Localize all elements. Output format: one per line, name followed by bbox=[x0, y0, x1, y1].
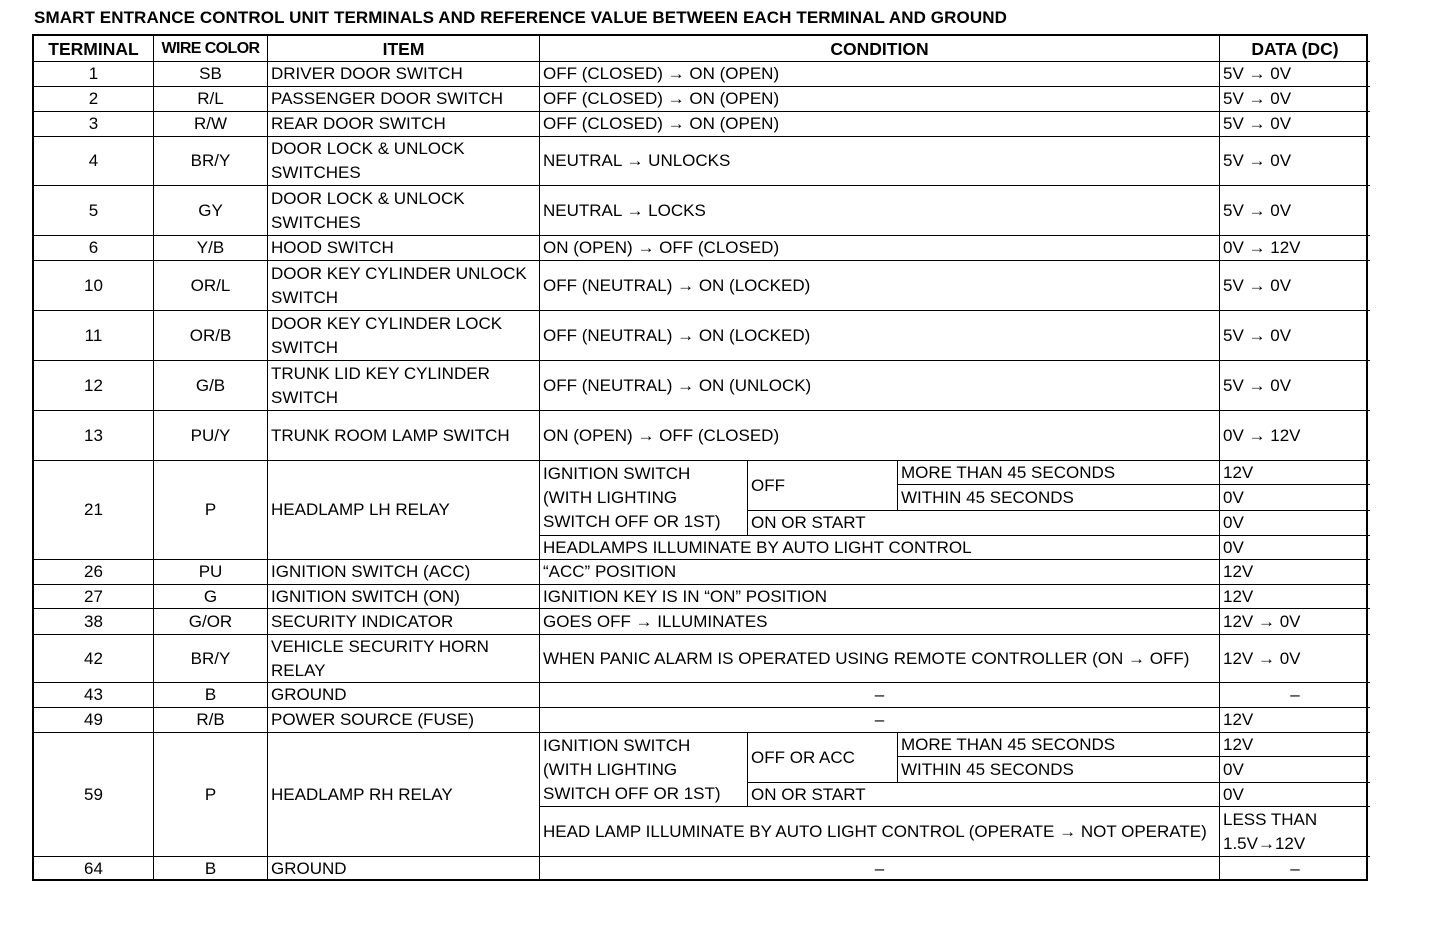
data-cell: 12V bbox=[1220, 708, 1370, 733]
item-cell: DRIVER DOOR SWITCH bbox=[268, 62, 540, 87]
item-cell: VEHICLE SECURITY HORN RELAY bbox=[268, 635, 540, 683]
wire-color-cell: OR/B bbox=[154, 311, 268, 361]
condition-cell: OFF (NEUTRAL) → ON (UNLOCK) bbox=[540, 361, 1220, 411]
data-cell: 12V bbox=[1220, 461, 1370, 485]
wire-color-cell: BR/Y bbox=[154, 635, 268, 683]
item-cell: PASSENGER DOOR SWITCH bbox=[268, 87, 540, 112]
wire-color-cell: R/B bbox=[154, 708, 268, 733]
item-cell: TRUNK LID KEY CYLINDER SWITCH bbox=[268, 361, 540, 411]
condition-cell: HEAD LAMP ILLUMINATE BY AUTO LIGHT CONTROL (OPERATE → NOT OPERATE) bbox=[540, 807, 1220, 857]
wire-color-cell: Y/B bbox=[154, 236, 268, 261]
wire-color-cell: G/OR bbox=[154, 609, 268, 635]
data-cell: 12V bbox=[1220, 585, 1370, 609]
condition-cell: IGNITION KEY IS IN “ON” POSITION bbox=[540, 585, 1220, 609]
terminal-cell: 21 bbox=[34, 461, 154, 560]
duration-cell: WITHIN 45 SECONDS bbox=[898, 757, 1220, 783]
terminal-cell: 27 bbox=[34, 585, 154, 609]
terminal-cell: 5 bbox=[34, 186, 154, 236]
condition-cell: – bbox=[540, 857, 1220, 881]
wire-color-cell: G/B bbox=[154, 361, 268, 411]
data-cell: 0V bbox=[1220, 511, 1370, 536]
condition-cell: WHEN PANIC ALARM IS OPERATED USING REMOTE CONTROLLER (ON → OFF) bbox=[540, 635, 1220, 683]
condition-cell: OFF (NEUTRAL) → ON (LOCKED) bbox=[540, 261, 1220, 311]
item-cell: IGNITION SWITCH (ON) bbox=[268, 585, 540, 609]
item-cell: IGNITION SWITCH (ACC) bbox=[268, 560, 540, 585]
data-cell: 0V bbox=[1220, 485, 1370, 511]
wire-color-cell: GY bbox=[154, 186, 268, 236]
item-cell: HEADLAMP LH RELAY bbox=[268, 461, 540, 560]
wire-color-cell: BR/Y bbox=[154, 137, 268, 186]
duration-cell: WITHIN 45 SECONDS bbox=[898, 485, 1220, 511]
item-cell: DOOR KEY CYLINDER UNLOCK SWITCH bbox=[268, 261, 540, 311]
condition-cell: HEADLAMPS ILLUMINATE BY AUTO LIGHT CONTROL bbox=[540, 536, 1220, 560]
data-cell: 12V → 0V bbox=[1220, 609, 1370, 635]
item-cell: DOOR LOCK & UNLOCK SWITCHES bbox=[268, 137, 540, 186]
terminal-cell: 3 bbox=[34, 112, 154, 137]
terminal-cell: 43 bbox=[34, 683, 154, 708]
switch-state-cell: OFF bbox=[748, 461, 898, 511]
terminal-cell: 2 bbox=[34, 87, 154, 112]
terminal-cell: 38 bbox=[34, 609, 154, 635]
header-terminal: TERMINAL bbox=[34, 36, 154, 62]
wire-color-cell: R/L bbox=[154, 87, 268, 112]
data-cell: 0V → 12V bbox=[1220, 236, 1370, 261]
data-cell: 5V → 0V bbox=[1220, 186, 1370, 236]
data-cell: 5V → 0V bbox=[1220, 87, 1370, 112]
header-data: DATA (DC) bbox=[1220, 36, 1370, 62]
item-cell: SECURITY INDICATOR bbox=[268, 609, 540, 635]
item-cell: POWER SOURCE (FUSE) bbox=[268, 708, 540, 733]
item-cell: HOOD SWITCH bbox=[268, 236, 540, 261]
ignition-condition-cell: IGNITION SWITCH (WITH LIGHTING SWITCH OFF OR 1ST) bbox=[540, 733, 748, 807]
terminal-cell: 12 bbox=[34, 361, 154, 411]
data-cell: 12V bbox=[1220, 733, 1370, 757]
wire-color-cell: G bbox=[154, 585, 268, 609]
switch-state-cell: OFF OR ACC bbox=[748, 733, 898, 783]
condition-cell: ON (OPEN) → OFF (CLOSED) bbox=[540, 411, 1220, 461]
terminal-cell: 26 bbox=[34, 560, 154, 585]
data-cell: 12V bbox=[1220, 560, 1370, 585]
switch-state-cell: ON OR START bbox=[748, 783, 1220, 807]
item-cell: HEADLAMP RH RELAY bbox=[268, 733, 540, 857]
terminal-cell: 49 bbox=[34, 708, 154, 733]
item-cell: DOOR KEY CYLINDER LOCK SWITCH bbox=[268, 311, 540, 361]
item-cell: REAR DOOR SWITCH bbox=[268, 112, 540, 137]
page-title: SMART ENTRANCE CONTROL UNIT TERMINALS AND REFERENCE VALUE BETWEEN EACH TERMINAL AND GROUND bbox=[34, 8, 1007, 27]
data-cell: 5V → 0V bbox=[1220, 361, 1370, 411]
data-cell: 0V bbox=[1220, 536, 1370, 560]
terminal-cell: 4 bbox=[34, 137, 154, 186]
data-cell: 5V → 0V bbox=[1220, 137, 1370, 186]
condition-cell: – bbox=[540, 708, 1220, 733]
wire-color-cell: PU/Y bbox=[154, 411, 268, 461]
terminal-cell: 1 bbox=[34, 62, 154, 87]
data-cell: 5V → 0V bbox=[1220, 62, 1370, 87]
data-cell: LESS THAN 1.5V→12V bbox=[1220, 807, 1370, 857]
wire-color-cell: B bbox=[154, 857, 268, 881]
data-cell: – bbox=[1220, 683, 1370, 708]
wire-color-cell: OR/L bbox=[154, 261, 268, 311]
data-cell: 0V bbox=[1220, 757, 1370, 783]
item-cell: GROUND bbox=[268, 683, 540, 708]
item-cell: GROUND bbox=[268, 857, 540, 881]
data-cell: 5V → 0V bbox=[1220, 261, 1370, 311]
item-cell: TRUNK ROOM LAMP SWITCH bbox=[268, 411, 540, 461]
terminal-cell: 59 bbox=[34, 733, 154, 857]
data-cell: 0V bbox=[1220, 783, 1370, 807]
condition-cell: OFF (NEUTRAL) → ON (LOCKED) bbox=[540, 311, 1220, 361]
condition-cell: GOES OFF → ILLUMINATES bbox=[540, 609, 1220, 635]
header-item: ITEM bbox=[268, 36, 540, 62]
ignition-condition-cell: IGNITION SWITCH (WITH LIGHTING SWITCH OFF OR 1ST) bbox=[540, 461, 748, 536]
condition-cell: OFF (CLOSED) → ON (OPEN) bbox=[540, 112, 1220, 137]
condition-cell: – bbox=[540, 683, 1220, 708]
duration-cell: MORE THAN 45 SECONDS bbox=[898, 733, 1220, 757]
wire-color-cell: R/W bbox=[154, 112, 268, 137]
condition-cell: NEUTRAL → UNLOCKS bbox=[540, 137, 1220, 186]
wire-color-cell: P bbox=[154, 733, 268, 857]
data-cell: – bbox=[1290, 859, 1300, 878]
wire-color-cell: SB bbox=[154, 62, 268, 87]
terminal-table bbox=[32, 34, 1368, 881]
condition-cell: “ACC” POSITION bbox=[540, 560, 1220, 585]
wire-color-cell: P bbox=[154, 461, 268, 560]
terminal-cell: 6 bbox=[34, 236, 154, 261]
terminal-cell: 11 bbox=[34, 311, 154, 361]
wire-color-cell: B bbox=[154, 683, 268, 708]
wire-color-cell: PU bbox=[154, 560, 268, 585]
duration-cell: MORE THAN 45 SECONDS bbox=[898, 461, 1220, 485]
header-wire-color: WIRE COLOR bbox=[154, 36, 268, 62]
condition-cell: OFF (CLOSED) → ON (OPEN) bbox=[540, 62, 1220, 87]
switch-state-cell: ON OR START bbox=[748, 511, 1220, 536]
data-cell: 5V → 0V bbox=[1220, 112, 1370, 137]
terminal-cell: 64 bbox=[34, 857, 154, 881]
data-cell: 5V → 0V bbox=[1220, 311, 1370, 361]
header-condition: CONDITION bbox=[540, 36, 1220, 62]
condition-cell: ON (OPEN) → OFF (CLOSED) bbox=[540, 236, 1220, 261]
item-cell: DOOR LOCK & UNLOCK SWITCHES bbox=[268, 186, 540, 236]
condition-cell: NEUTRAL → LOCKS bbox=[540, 186, 1220, 236]
terminal-cell: 13 bbox=[34, 411, 154, 461]
data-cell: 0V → 12V bbox=[1220, 411, 1370, 461]
terminal-cell: 10 bbox=[34, 261, 154, 311]
data-cell: 12V → 0V bbox=[1220, 635, 1370, 683]
terminal-cell: 42 bbox=[34, 635, 154, 683]
condition-cell: OFF (CLOSED) → ON (OPEN) bbox=[540, 87, 1220, 112]
